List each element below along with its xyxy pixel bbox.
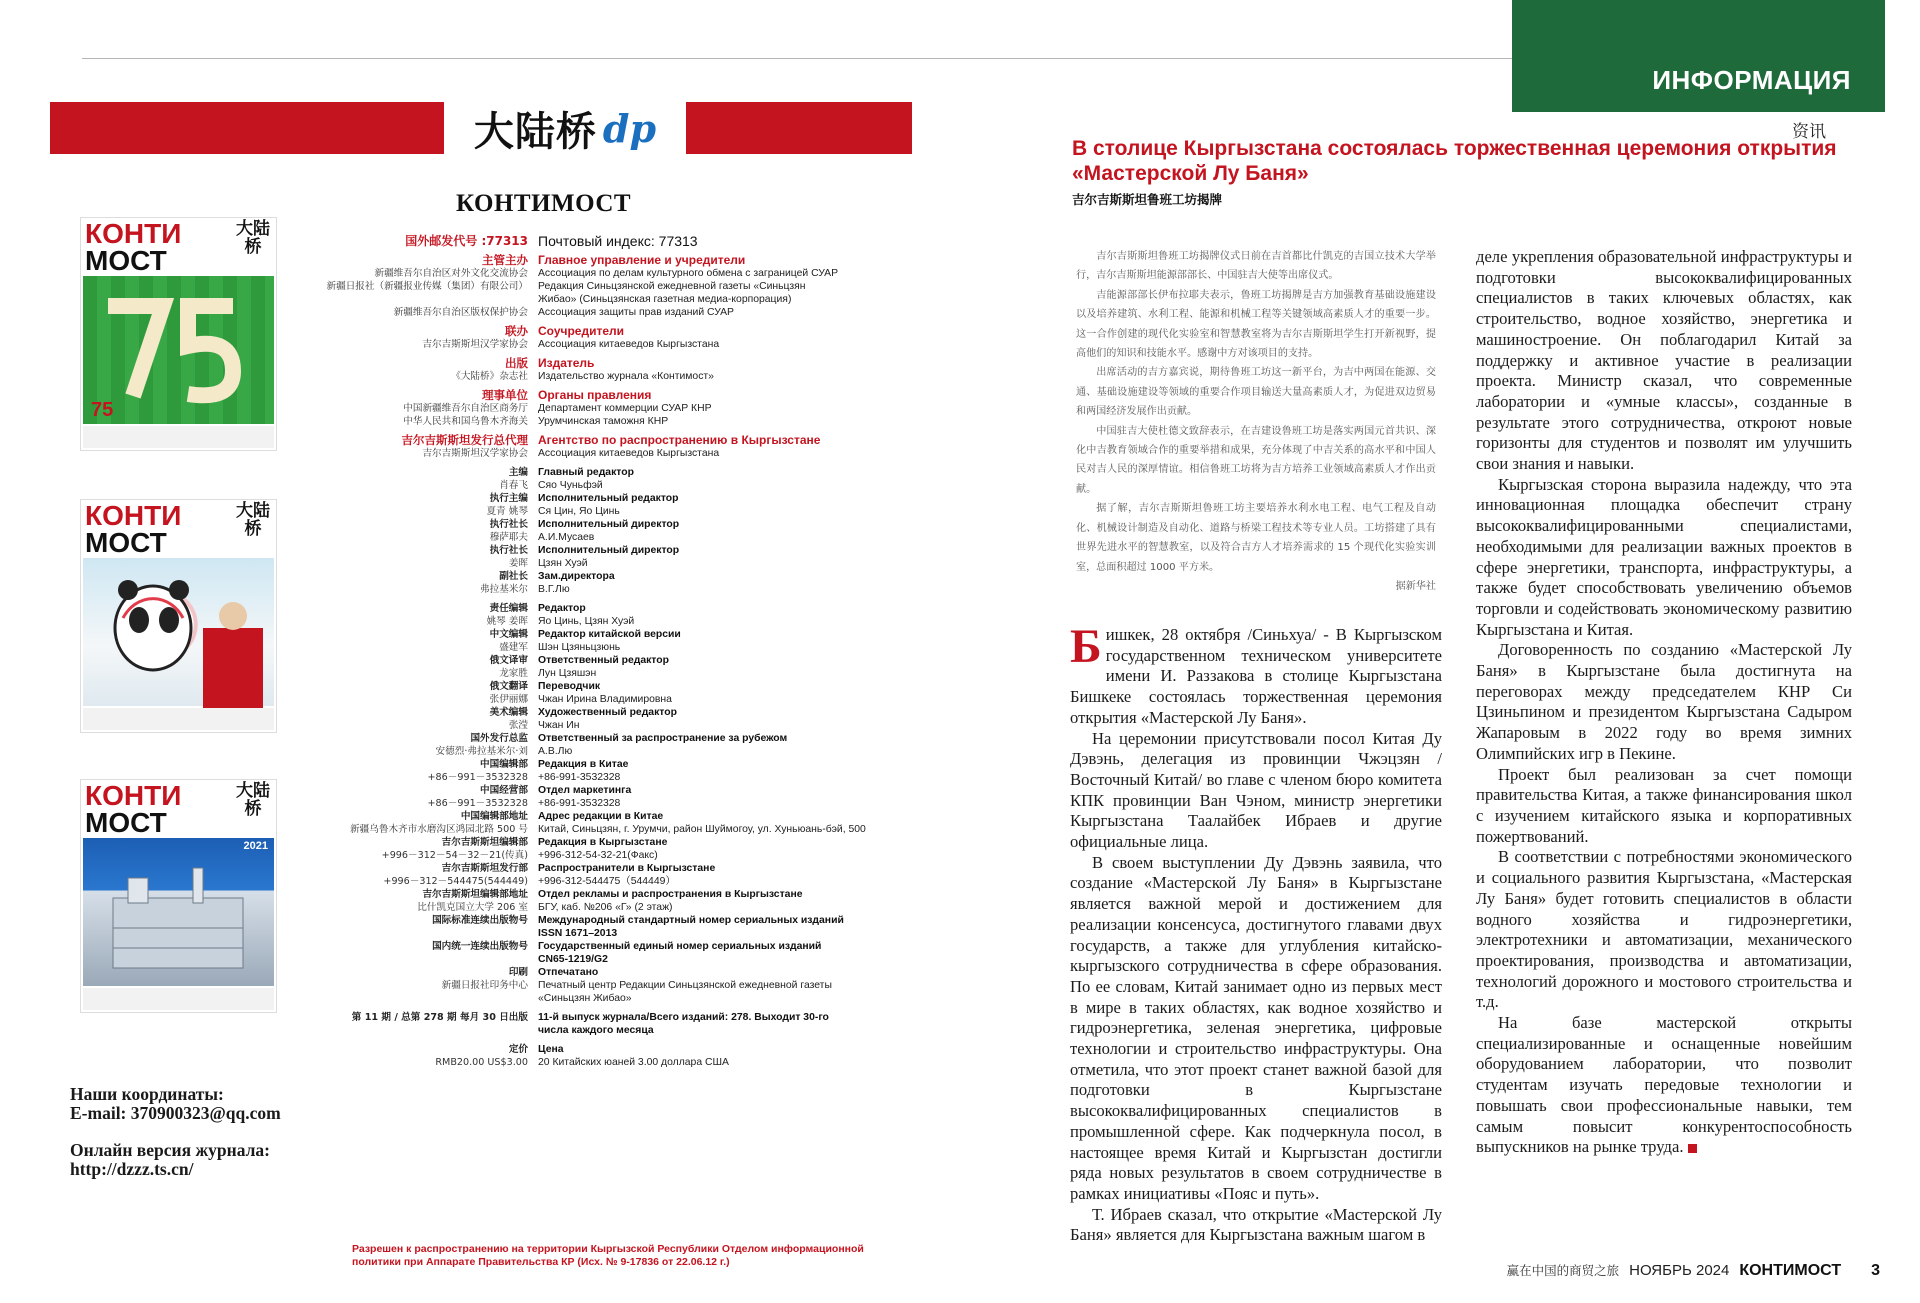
imprint-value-ru: «Синьцзян Жибао» [538, 993, 632, 1004]
cover-cn-title: 大陆桥 [236, 501, 270, 539]
imprint-label-cn: 吉尔吉斯斯坦编辑部 [441, 837, 528, 848]
imprint-row [295, 531, 905, 544]
imprint-value-ru: Сяо Чуньфэй [538, 480, 603, 491]
cover-anniversary-number: 75 [91, 399, 114, 421]
imprint-value-ru: Ответственный за распространение за рубежом [538, 733, 788, 744]
cover-title-line1: КОНТИ [85, 500, 182, 531]
imprint-value-ru: Жибао» (Синьцзянская газетная медиа-корпорация) [538, 294, 792, 305]
imprint-value-ru: Отдел маркетинга [538, 785, 632, 796]
imprint-value-ru: БГУ, каб. №206 «Г» (2 этаж) [538, 902, 673, 913]
lead-text: ишкек, 28 октября /Синьхуа/ - В Кыргызском государственном техническом университете имени И. Раззакова в столице Кыргызстана Бишкеке состоялась торжественная церемония открытия «Мастерской Лу Баня». [1070, 625, 1442, 727]
imprint-value-ru: +996-312-544475（544449） [538, 876, 676, 887]
imprint-row [295, 654, 905, 667]
cover-title-line1: КОНТИ [85, 780, 182, 811]
imprint-row [295, 557, 905, 570]
imprint-value-ru: ISSN 1671–2013 [538, 928, 618, 939]
imprint-label-cn: 国际标准连续出版物号 [432, 915, 528, 926]
imprint-value-ru: Ассоциация защиты прав изданий СУАР [538, 307, 734, 318]
footer-slogan-cn: 赢在中国的商贸之旅 [1506, 1263, 1620, 1278]
imprint-label-cn: 副社长 [499, 571, 528, 582]
page-number: 3 [1871, 1262, 1880, 1279]
imprint-value-ru: Художественный редактор [538, 707, 677, 718]
imprint-row [295, 797, 905, 810]
imprint-value-ru: Издатель [538, 356, 595, 370]
panda-mascot-illustration [83, 558, 276, 708]
imprint-row [295, 1024, 905, 1037]
masthead-title: КОНТИМОСТ [456, 190, 632, 217]
imprint-row [295, 254, 905, 267]
page-footer [1507, 1261, 1880, 1280]
imprint-label-cn: 肖春飞 [499, 480, 528, 491]
article-paragraph: В своем выступлении Ду Дэвэнь заявила, что создание «Мастерской Лу Баня» в Кыргызстане является важной мерой и достижением для реализации консенсуса, достигнутого главами двух государств, а также для углубления китайско-кыргызского сотрудничества в сфере образования. По ее словам, Китай занимает одно из первых мест в мире в таких областях, как водное хозяйство и гидроэнергетика, зеленая энергетика, цифровые технологии и строительство инфраструктуры. Она отметила, что этот проект станет важной базой для подготовки в Кыргызстане высококвалифицированных специалистов в промышленной сфере. Как подчеркнула посол, в настоящее время Китай и Кыргызстан достигли ряда новых результатов в своем сотрудничестве в рамках инициативы «Пояс и путь». [1070, 852, 1442, 1203]
cover-cn-title: 大陆桥 [236, 781, 270, 819]
industrial-platform-illustration [83, 838, 276, 988]
contact-block [70, 1085, 281, 1179]
imprint-label-cn: 比什凯克国立大学 206 室 [417, 902, 528, 913]
imprint-row [295, 602, 905, 615]
imprint-row [295, 979, 905, 992]
imprint-label-cn: 印刷 [508, 967, 528, 978]
imprint-label-cn: 弗拉基米尔 [480, 584, 528, 595]
cover-title-line2: МОСТ [85, 245, 167, 276]
imprint-value-ru: Агентство по распространению в Кыргызстане [538, 433, 821, 447]
imprint-value-ru: Редактор китайской версии [538, 629, 681, 640]
imprint-row [295, 940, 905, 953]
imprint-label-cn: 吉尔吉斯斯坦汉学家协会 [422, 448, 528, 459]
imprint-label-cn: 姜晖 [508, 558, 528, 569]
imprint-row [295, 810, 905, 823]
imprint-value-ru: Государственный единый номер сериальных изданий [538, 941, 822, 952]
imprint-label-cn: 美术编辑 [489, 707, 528, 718]
imprint-label-cn [295, 953, 538, 966]
imprint-label-cn: 穆萨耶夫 [489, 532, 528, 543]
imprint-row [295, 583, 905, 596]
magazine-cover-1 [80, 217, 277, 451]
imprint-row [295, 466, 905, 479]
imprint-row [295, 693, 905, 706]
end-of-article-mark [1688, 1144, 1697, 1153]
imprint-row [295, 325, 905, 338]
imprint-label-cn: 姚琴 姜晖 [486, 616, 528, 627]
article-lead-paragraph [1070, 620, 1442, 729]
imprint-label-cn: 定价 [508, 1044, 528, 1055]
imprint-label-cn: 龙家胜 [499, 668, 528, 679]
imprint-value-ru: А.В.Лю [538, 746, 573, 757]
imprint-row [295, 667, 905, 680]
magazine-cover-2 [80, 499, 277, 733]
imprint-row [295, 280, 905, 293]
imprint-row [295, 235, 905, 248]
imprint-value-ru: Отпечатано [538, 967, 599, 978]
imprint-value-ru: Отдел рекламы и распространения в Кыргызстане [538, 889, 803, 900]
imprint-label-cn: 新疆乌鲁木齐市水磨沟区鸿园北路 500 号 [350, 824, 528, 835]
contact-email[interactable]: E-mail: 370900323@qq.com [70, 1103, 281, 1123]
imprint-value-ru: Чжан Ин [538, 720, 580, 731]
imprint-label-cn: 中国经营部 [480, 785, 528, 796]
imprint-row [295, 849, 905, 862]
article-title: В столице Кыргызстана состоялась торжественная церемония открытия «Мастерской Лу Баня» [1072, 137, 1837, 185]
imprint-label-cn: 夏青 姚琴 [486, 506, 528, 517]
imprint-row [295, 544, 905, 557]
imprint-label-cn: 中文编辑 [489, 629, 528, 640]
cover-image-mascot [83, 558, 274, 706]
article-subtitle-cn: 吉尔吉斯斯坦鲁班工坊揭牌 [1072, 192, 1223, 207]
imprint-value-ru: Ответственный редактор [538, 655, 669, 666]
imprint-value-ru: +996-312-54-32-21(Факс) [538, 850, 658, 861]
imprint-row [295, 628, 905, 641]
cover-cn-title: 大陆桥 [236, 219, 270, 257]
imprint-row [295, 389, 905, 402]
imprint-value-ru: Адрес редакции в Китае [538, 811, 664, 822]
imprint-row [295, 338, 905, 351]
imprint-value-ru: числа каждого месяца [538, 1025, 654, 1036]
cover-year: 2021 [243, 840, 268, 852]
imprint-value-ru: Редакция в Китае [538, 759, 629, 770]
imprint-row [295, 862, 905, 875]
imprint-value-ru: +86-991-3532328 [538, 798, 621, 809]
imprint-label-cn: 新疆日报社印务中心 [441, 980, 528, 991]
imprint-row [295, 293, 905, 306]
online-version-url[interactable]: http://dzzz.ts.cn/ [70, 1159, 194, 1179]
imprint-row [295, 1011, 905, 1024]
imprint-value-ru: +86-991-3532328 [538, 772, 621, 783]
imprint-value-ru: Редакция Синьцзянской ежедневной газеты «Синьцзян [538, 281, 806, 292]
imprint-row [295, 518, 905, 531]
imprint-label-cn: 新疆维吾尔自治区对外文化交流协会 [374, 268, 528, 279]
imprint-value-ru: CN65-1219/G2 [538, 954, 608, 965]
imprint-label-cn: +996－312－54－32－21(传真) [381, 850, 528, 861]
cn-paragraph: 吉能源部部长伊布拉耶夫表示，鲁班工坊揭牌是吉方加强教育基础设施建设以及培养建筑、水利工程、能源和机械工程等关键领域高素质人才的重要一步。这一合作创建的现代化实验室和智慧教室将为吉尔吉斯斯坦学生打开新视野，提高他们的知识和技能水平。感谢中方对该项目的支持。 [1076, 289, 1436, 360]
imprint-value-ru: Урумчинская таможня КНР [538, 416, 669, 427]
imprint-row [295, 615, 905, 628]
imprint-label-cn: 俄文翻译 [489, 681, 528, 692]
imprint-label-cn [295, 1024, 538, 1037]
imprint-label-cn: 吉尔吉斯斯坦汉学家协会 [422, 339, 528, 350]
imprint-label-cn: 执行社长 [489, 545, 528, 556]
imprint-label-cn: 吉尔吉斯斯坦发行总代理 [401, 433, 528, 447]
imprint-value-ru: Почтовый индекс: 77313 [538, 233, 698, 249]
imprint-row [295, 267, 905, 280]
imprint-label-cn: 《大陆桥》杂志社 [451, 371, 528, 382]
imprint-value-ru: Международный стандартный номер сериальных изданий [538, 915, 844, 926]
imprint-label-cn: +996－312－544475(544449) [383, 876, 528, 887]
footer-magazine-name: КОНТИМОСТ [1739, 1262, 1842, 1279]
imprint-label-cn [295, 927, 538, 940]
article-paragraph: деле укрепления образовательной инфраструктуры и подготовки высококвалифицированных специалистов в таких ключевых областях, как строительство, водное хозяйство, энергетика и машиностроение. Он поблагодарил Китай за поддержку и активное участие в реализации проекта. Министр сказал, что современные лаборатории и «умные классы», созданные в результате этого сотрудничества, откроют новые горизонты для студентов и позволят им улучшить свои знания и навыки. [1476, 247, 1852, 474]
imprint-row [295, 966, 905, 979]
imprint-value-ru: Цена [538, 1044, 564, 1055]
imprint-label-cn: 出版 [505, 356, 528, 370]
imprint-row [295, 875, 905, 888]
imprint-label-cn: 执行主编 [489, 493, 528, 504]
imprint-row [295, 415, 905, 428]
imprint-row [295, 570, 905, 583]
drop-cap: Б [1070, 620, 1102, 673]
imprint-row [295, 306, 905, 319]
imprint-row [295, 370, 905, 383]
imprint-row [295, 719, 905, 732]
imprint-label-cn: 安德烈·弗拉基米尔·刘 [435, 746, 528, 757]
imprint-label-cn [295, 293, 538, 306]
imprint-label-cn: 张滢 [508, 720, 528, 731]
imprint-row [295, 732, 905, 745]
imprint-value-ru: Яо Цинь, Цзян Хуэй [538, 616, 635, 627]
imprint-value-ru: 11-й выпуск журнала/Всего изданий: 278. Выходит 30-го [538, 1012, 829, 1023]
imprint-value-ru: Распространители в Кыргызстане [538, 863, 716, 874]
cn-source: 据新华社 [1395, 580, 1436, 592]
imprint-row [295, 836, 905, 849]
imprint-row [295, 823, 905, 836]
imprint-row [295, 992, 905, 1005]
article-paragraph: Проект был реализован за счет помощи правительства Китая, а также финансирования школ с изучением китайского языка и корпоративных пожертвований. [1476, 764, 1852, 846]
cover-title-line2: МОСТ [85, 807, 167, 838]
cover-footer-strip [83, 426, 274, 448]
imprint-value-ru: Исполнительный директор [538, 519, 680, 530]
magazine-logo [444, 97, 686, 159]
imprint-value-ru: Издательство журнала «Контимост» [538, 371, 714, 382]
cover-footer-strip [83, 988, 274, 1010]
article-closing-paragraph: На базе мастерской открыты специализированные и оснащенные новейшим оборудованием лаборатории, что позволит студентам изучать передовые технологии и повышать свои профессиональные навыки, тем самым повысит конкурентоспособность выпускников на рынке труда. [1476, 1013, 1852, 1157]
logo-cn-text: 大陆桥 [473, 108, 597, 155]
article-paragraph: Т. Ибраев сказал, что открытие «Мастерской Лу Баня» является для Кыргызстана важным шагом в [1070, 1204, 1442, 1245]
cover-image-platform [83, 838, 274, 986]
imprint-table [295, 235, 905, 1069]
chinese-summary [1076, 247, 1436, 596]
imprint-row [295, 1056, 905, 1069]
imprint-row [295, 447, 905, 460]
imprint-row [295, 901, 905, 914]
imprint-value-ru: Лун Цзяшэн [538, 668, 597, 679]
article-paragraph: На церемонии присутствовали посол Китая Ду Дэвэнь, делегация из провинции Чжэцзян /Восточный Китай/ во главе с членом бюро комитета КПК провинции Ван Чэном, министр энергетики Кыргызстана Таалайбек Ибраев и другие официальные лица. [1070, 728, 1442, 852]
imprint-label-cn: +86－991－3532328 [427, 772, 528, 783]
imprint-row [295, 505, 905, 518]
imprint-row [295, 706, 905, 719]
imprint-label-cn: 联办 [505, 324, 528, 338]
section-tab [1512, 0, 1885, 112]
imprint-label-cn: RMB20.00 US$3.00 [435, 1057, 528, 1068]
cn-paragraph: 吉尔吉斯斯坦鲁班工坊揭牌仪式日前在吉首都比什凯克的吉国立技术大学举行，吉尔吉斯斯坦能源部部长、中国驻吉大使等出席仪式。 [1076, 251, 1436, 282]
imprint-value-ru: Китай, Синьцзян, г. Урумчи, район Шуймогоу, ул. Хуньюань-бэй, 500 [538, 824, 866, 835]
imprint-row [295, 1043, 905, 1056]
imprint-value-ru: Исполнительный редактор [538, 493, 679, 504]
section-tab-cn: 资讯 [1792, 122, 1826, 141]
imprint-row [295, 784, 905, 797]
article-column-right [1476, 247, 1852, 1158]
imprint-row [295, 402, 905, 415]
imprint-label-cn: 国外邮发代号 :77313 [405, 234, 528, 248]
imprint-value-ru: В.Г.Лю [538, 584, 570, 595]
cn-paragraph: 据了解，吉尔吉斯斯坦鲁班工坊主要培养水利水电工程、电气工程及自动化、机械设计制造及自动化、道路与桥梁工程技术等专业人员。工坊搭建了具有世界先进水平的智慧教室，以及符合吉方人才培养需求的 15 个现代化实验实训室，总面积超过 1000 平方米。 [1076, 503, 1436, 573]
imprint-value-ru: Ассоциация китаеведов Кыргызстана [538, 448, 720, 459]
imprint-label-cn [295, 992, 538, 1005]
article-column-left [1070, 620, 1442, 1246]
footer-issue-month: НОЯБРЬ 2024 [1629, 1262, 1730, 1279]
imprint-row [295, 745, 905, 758]
cover-title-line2: МОСТ [85, 527, 167, 558]
imprint-value-ru: Главный редактор [538, 467, 634, 478]
online-version-label: Онлайн версия журнала: [70, 1140, 271, 1160]
imprint-label-cn: 主管主办 [482, 253, 528, 267]
imprint-label-cn: 张伊丽娜 [489, 694, 528, 705]
imprint-value-ru: Главное управление и учредители [538, 253, 746, 267]
imprint-value-ru: 20 Китайских юаней 3.00 доллара США [538, 1057, 729, 1068]
imprint-row [295, 641, 905, 654]
imprint-label-cn: 理事单位 [482, 388, 528, 402]
imprint-label-cn: 新疆日报社（新疆报业传媒（集团）有限公司） [326, 281, 528, 292]
imprint-value-ru: Ассоциация по делам культурного обмена с заграницей СУАР [538, 268, 839, 279]
contact-heading: Наши координаты: [70, 1084, 224, 1104]
imprint-row [295, 914, 905, 927]
cover-footer-strip [83, 708, 274, 730]
imprint-label-cn: 俄文译审 [489, 655, 528, 666]
imprint-value-ru: Цзян Хуэй [538, 558, 588, 569]
imprint-value-ru: Редакция в Кыргызстане [538, 837, 668, 848]
imprint-row [295, 680, 905, 693]
imprint-row [295, 953, 905, 966]
imprint-label-cn: 执行社长 [489, 519, 528, 530]
imprint-value-ru: Департамент коммерции СУАР КНР [538, 403, 712, 414]
imprint-label-cn: 中国编辑部 [480, 759, 528, 770]
cn-paragraph: 出席活动的吉方嘉宾说，期待鲁班工坊这一新平台，为吉中两国在能源、交通、基础设施建设等领域的重要合作项目输送大量高素质人才，为促进双边贸易和两国经济发展作出贡献。 [1076, 367, 1436, 418]
imprint-value-ru: Печатный центр Редакции Синьцзянской ежедневной газеты [538, 980, 832, 991]
magazine-cover-3 [80, 779, 277, 1013]
imprint-value-ru: А.И.Мусаев [538, 532, 595, 543]
imprint-label-cn: 中国新疆维吾尔自治区商务厅 [403, 403, 528, 414]
imprint-value-ru: Соучредители [538, 324, 625, 338]
imprint-row [295, 927, 905, 940]
imprint-label-cn: 主编 [508, 467, 528, 478]
imprint-label-cn: 新疆维吾尔自治区版权保护协会 [393, 307, 528, 318]
imprint-row [295, 771, 905, 784]
imprint-value-ru: Редактор [538, 603, 586, 614]
imprint-label-cn: 吉尔吉斯斯坦发行部 [441, 863, 528, 874]
imprint-value-ru: Зам.директора [538, 571, 615, 582]
imprint-label-cn: 国内统一连续出版物号 [432, 941, 528, 952]
imprint-label-cn: 第 11 期 / 总第 278 期 每月 30 日出版 [351, 1012, 528, 1023]
imprint-value-ru: Ассоциация китаеведов Кыргызстана [538, 339, 720, 350]
cn-paragraph: 中国驻吉大使杜德文致辞表示，在吉建设鲁班工坊是落实两国元首共识、深化中吉教育领域合作的重要举措和成果，充分体现了中吉关系的高水平和中国人民对吉人民的深厚情谊。相信鲁班工坊将为吉方培养工业领域高素质人才作出贡献。 [1076, 425, 1436, 495]
section-tab-title: ИНФОРМАЦИЯ [1652, 65, 1851, 95]
imprint-value-ru: Органы правления [538, 388, 652, 402]
cover-title-line1: КОНТИ [85, 218, 182, 249]
imprint-row [295, 758, 905, 771]
imprint-label-cn: 盛建军 [499, 642, 528, 653]
imprint-label-cn: 国外发行总监 [470, 733, 528, 744]
distribution-permit: Разрешен к распространению на территории Кыргызской Республики Отделом информационной политики при Аппарате Правительства КР (Исх. № 9-17836 от 22.06.12 г.) [352, 1243, 864, 1268]
imprint-label-cn: 中华人民共和国乌鲁木齐海关 [403, 416, 528, 427]
imprint-row [295, 492, 905, 505]
imprint-value-ru: Переводчик [538, 681, 601, 692]
imprint-value-ru: Шэн Цзяньцзюнь [538, 642, 621, 653]
logo-dp-mark: dp [602, 105, 657, 151]
imprint-label-cn: +86－991－3532328 [427, 798, 528, 809]
article-paragraph: Договоренность по созданию «Мастерской Лу Баня» в Кыргызстане была достигнута на переговорах между председателем КНР Си Цзиньпином и президентом Кыргызстана Садыром Жапаровым в 2022 году во время зимних Олимпийских игр в Пекине. [1476, 640, 1852, 763]
imprint-value-ru: Ся Цин, Яо Цинь [538, 506, 620, 517]
imprint-row [295, 357, 905, 370]
imprint-label-cn: 吉尔吉斯斯坦编辑部地址 [422, 889, 528, 900]
imprint-row [295, 479, 905, 492]
imprint-value-ru: Чжан Ирина Владимировна [538, 694, 672, 705]
imprint-row [295, 434, 905, 447]
cover-image-stadium [83, 276, 274, 424]
imprint-value-ru: Исполнительный директор [538, 545, 680, 556]
top-rule [82, 58, 1512, 59]
imprint-row [295, 888, 905, 901]
article-paragraph: В соответствии с потребностями экономического и социального развития Кыргызстана, «Мастерская Лу Баня» будет готовить специалистов в области водного хозяйства и гидроэнергетики, электротехники и автоматизации, механического проектирования, производства и автоматизации, технологий дорожного и мостового строительства и т.д. [1476, 847, 1852, 1012]
imprint-label-cn: 中国编辑部地址 [460, 811, 528, 822]
article-paragraph: Кыргызская сторона выразила надежду, что эта инновационная площадка обеспечит страну высококвалифицированными специалистами, необходимыми для реализации важных проектов в сфере энергетики, транспорта, инфраструктуры, а также будет способствовать увеличению объемов торговли и содействовать экономическому развитию Кыргызстана и Китая. [1476, 474, 1852, 639]
imprint-label-cn: 责任编辑 [489, 603, 528, 614]
